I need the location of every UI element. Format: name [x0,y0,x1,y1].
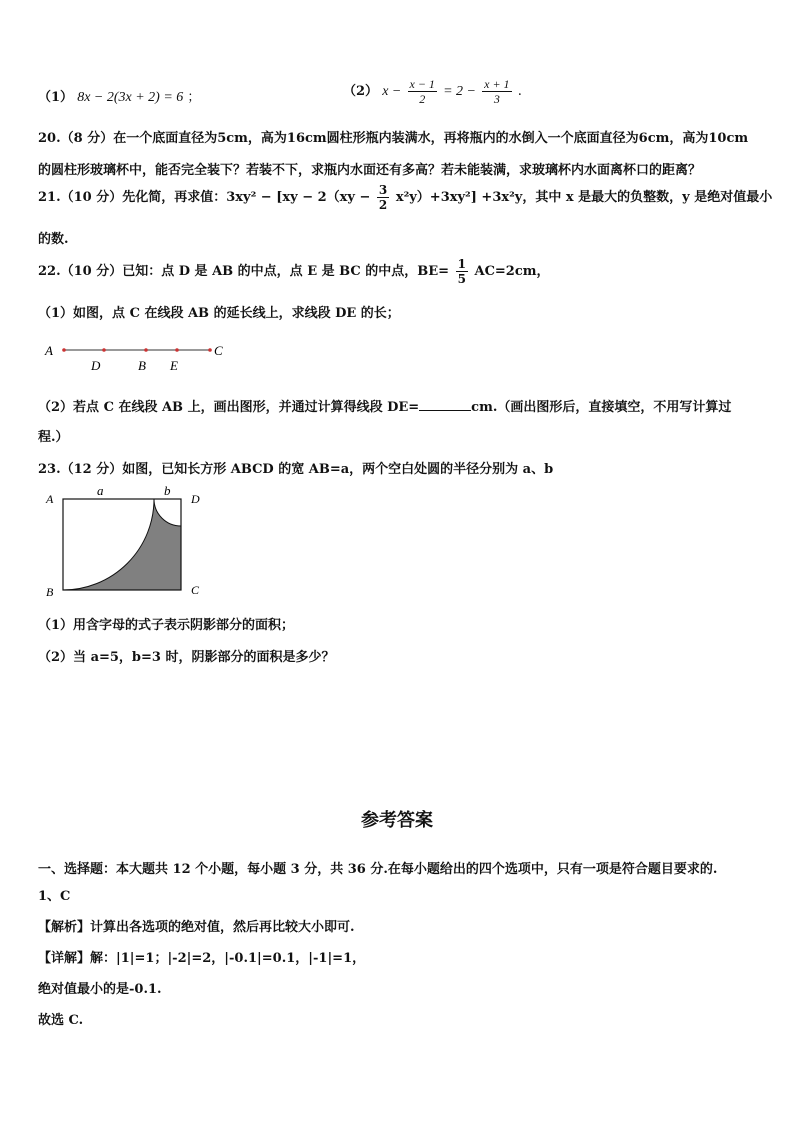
q22-point-a [62,348,66,352]
q21-fraction-denominator: 2 [378,198,388,212]
q22-fraction-numerator: 1 [457,257,466,271]
answers-analysis [38,916,355,935]
q22-sub1: （1）如图，点 C 在线段 AB 的延长线上，求线段 DE 的长； [38,306,400,321]
q22-point-e [175,348,179,352]
q23-shaded-region [63,499,181,590]
q19-sub2-tail: . [517,84,522,99]
q19-sub2-f2-numerator: x + 1 [484,77,510,91]
q23-sub2: （2）当 a=5，b=3 时，阴影部分的面积是多少？ [38,650,335,665]
q19-sub2-f2-denominator: 3 [493,92,500,106]
answers-detail [38,947,365,966]
q22-answer-blank[interactable] [419,398,471,411]
q19-sub2 [343,78,522,105]
q22-sub2-line2: 程.） [38,430,69,445]
q23-corner-c: C [191,583,200,597]
q22-pre: 22.（10 分）已知：点 D 是 AB 的中点，点 E 是 BC 的中点，BE= [38,264,450,279]
q19-sub2-mid: = 2 − [443,84,476,99]
q23-question: 23.（12 分）如图，已知长方形 ABCD 的宽 AB=a，两个空白处圆的半径分别为 a、b [38,462,554,477]
q22-segment-figure [40,338,240,374]
q19-sub2-f1-denominator: 2 [419,92,426,106]
q23-sub1: （1）用含字母的式子表示阴影部分的面积； [38,618,295,633]
q22-post: AC=2cm， [474,264,550,279]
q20-question [38,123,756,187]
q21-line2: 的数. [38,232,69,247]
answers-conclusion: 绝对值最小的是-0.1. [38,982,162,997]
q19-sub2-fraction-2 [482,78,511,105]
q20-line1: 20.（8 分）在一个底面直径为5cm，高为16cm圆柱形瓶内装满水，再将瓶内的水倒入一个底面直径为6cm，高为10cm [38,131,749,146]
q21-fraction-numerator: 3 [378,183,388,197]
q22-label-b: B [138,358,146,373]
q22-line1 [38,258,550,285]
q21-line1 [38,184,772,211]
q19-sub2-num: （2） [343,84,379,99]
q22-point-d [102,348,106,352]
q22-sub2-a: （2）若点 C 在线段 AB 上，画出图形，并通过计算得线段 DE= [38,400,420,415]
q19-sub2-lhs: x − [382,84,402,99]
analysis-tag: 【解析】 [38,920,91,935]
q23-corner-a: A [46,492,54,506]
q22-point-b [144,348,148,352]
detail-tag: 【详解】 [38,951,91,966]
q22-point-c [208,348,212,352]
answers-final: 故选 C. [38,1013,84,1028]
q22-label-d: D [91,358,101,373]
answers-section-intro: 一、选择题：本大题共 12 个小题，每小题 3 分，共 36 分.在每小题给出的四个选项中，只有一项是符合题目要求的. [38,862,718,877]
q21-fraction [377,184,389,211]
q19-sub1-tail: ； [187,90,201,105]
q19-sub2-f1-numerator: x − 1 [409,77,435,91]
answers-item-1: 1、C [38,889,71,904]
q22-fraction [456,258,468,285]
q21-post: x²y）+3xy²] +3x²y，其中 x 是最大的负整数，y 是绝对值最小 [395,190,773,205]
q23-rectangle-figure [40,482,210,602]
q22-label-e: E [170,358,178,373]
q20-line2: 的圆柱形玻璃杯中，能否完全装下？若装不下，求瓶内水面还有多高？若未能装满，求玻璃杯内水面离杯口的距离？ [38,163,702,178]
q23-corner-d: D [191,492,200,506]
detail-text: 解：|1|=1；|-2|=2，|-0.1|=0.1，|-1|=1， [90,951,366,966]
q23-corner-b: B [46,585,54,599]
q22-fraction-denominator: 5 [457,272,466,286]
q19-sub1-num: （1） [38,90,74,105]
q23-radius-label-b: b [164,483,171,498]
q21-pre: 21.（10 分）先化简，再求值：3xy² − [xy − 2（xy − [38,190,371,205]
q19-sub1-expr: 8x − 2(3x + 2) = 6 [77,90,184,105]
q22-label-c: C [214,343,223,358]
q23-radius-label-a: a [97,483,104,498]
q19-sub1 [38,86,200,106]
answers-heading: 参考答案 [361,810,433,831]
q22-label-a: A [45,343,53,358]
analysis-text: 计算出各选项的绝对值，然后再比较大小即可. [90,920,355,935]
q22-sub2-line1 [38,396,731,415]
q22-sub2-b: cm.（画出图形后，直接填空，不用写计算过 [471,400,732,415]
q19-sub2-fraction-1 [408,78,437,105]
